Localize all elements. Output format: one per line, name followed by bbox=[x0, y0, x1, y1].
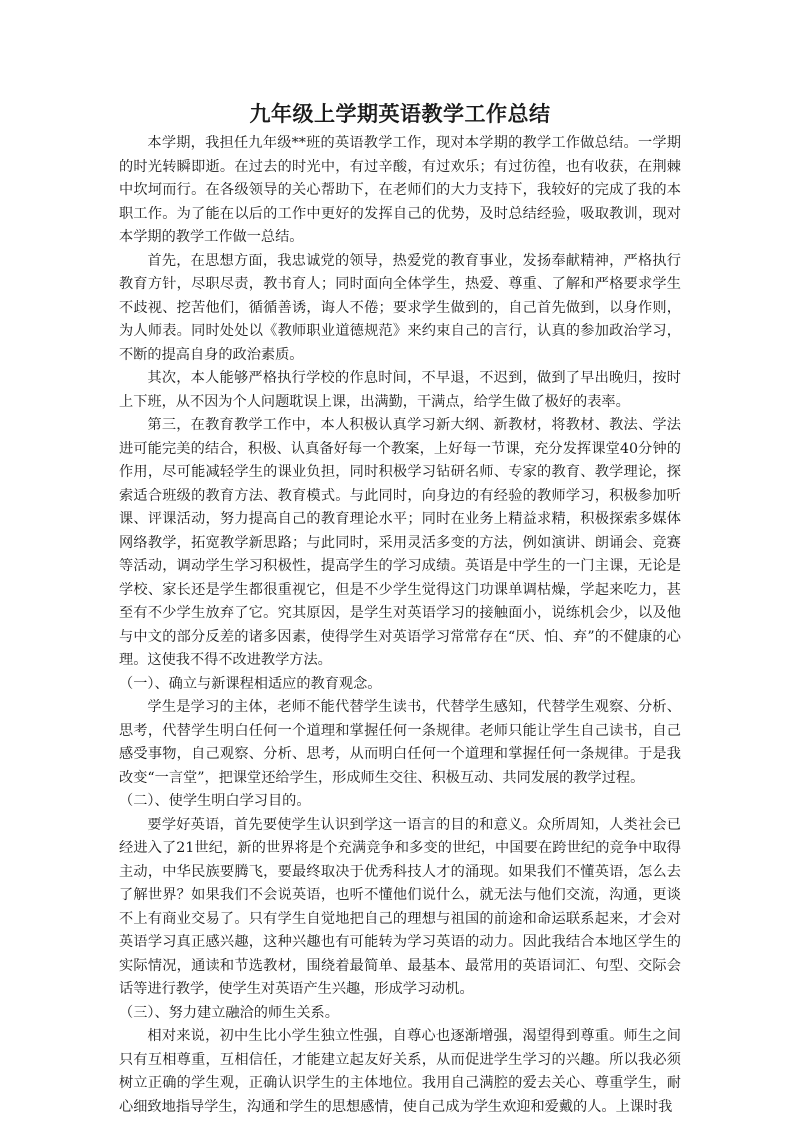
section-heading-3: （三）、努力建立融洽的师生关系。 bbox=[119, 1004, 339, 1021]
paragraph-section-1: 学生是学习的主体，老师不能代替学生读书，代替学生感知，代替学生观察、分析、思考，代替学生明白任何一个道理和掌握任何一条规律。老师只能让学生自己读书，自己感受事物，自己观察、分析、思考，从而明白任何一个道理和掌握任何一条规律。于是我改变“一言堂”，把课堂还给学生，形成师生交往、积极互动、共同发展的教学过程。 bbox=[119, 699, 681, 786]
document-title: 九年级上学期英语教学工作总结 bbox=[249, 102, 551, 126]
section-heading-2: （二）、使学生明白学习目的。 bbox=[119, 793, 311, 809]
paragraph-intro: 本学期，我担任九年级**班的英语教学工作，现对本学期的教学工作做总结。一学期的时光转瞬即逝。在过去的时光中，有过辛酸，有过欢乐；有过彷徨，也有收获，在荆棘中坎坷而行。在各级领导的关心帮助下，在老师们的大力支持下，我较好的完成了我的本职工作。为了能在以后的工作中更好的发挥自己的优势，及时总结经验，吸取教训，现对本学期的教学工作做一总结。 bbox=[119, 135, 681, 245]
paragraph-section-3: 相对来说，初中生比小学生独立性强，自尊心也逐渐增强，渴望得到尊重。师生之间只有互相尊重，互相信任，才能建立起友好关系，从而促进学生学习的兴趣。所以我必须树立正确的学生观，正确认识学生的主体地位。我用自己满腔的爱去关心、尊重学生，耐心细致地指导学生，沟通和学生的思想感情，使自己成为学生欢迎和爱戴的人。上课时我 bbox=[119, 1028, 681, 1115]
paragraph-section-2: 要学好英语，首先要使学生认识到学这一语言的目的和意义。众所周知，人类社会已经进入了21世纪，新的世界将是个充满竞争和多变的世纪，中国要在跨世纪的竞争中取得主动，中华民族要腾飞，要最终取决于优秀科技人才的涌现。如果我们不懂英语，怎么去了解世界？如果我们不会说英语，也听不懂他们说什么，就无法与他们交流，沟通，更谈不上有商业交易了。只有学生自觉地把自己的理想与祖国的前途和命运联系起来，才会对英语学习真正感兴趣，这种兴趣也有可能转为学习英语的动力。因此我结合本地区学生的实际情况，通读和节选教材，围绕着最简单、最基本、最常用的英语词汇、句型、交际会话等进行教学，使学生对英语产生兴趣，形成学习动机。 bbox=[119, 816, 681, 997]
paragraph-discipline: 其次，本人能够严格执行学校的作息时间，不早退，不迟到，做到了早出晚归，按时上下班，从不因为个人问题耽误上课，出满勤，干满点，给学生做了极好的表率。 bbox=[119, 370, 681, 410]
paragraph-teaching: 第三，在教育教学工作中，本人积极认真学习新大纲、新教材，将教材、教法、学法进可能完美的结合，积极、认真备好每一个教案，上好每一节课，充分发挥课堂40分钟的作用，尽可能减轻学生的课业负担，同时积极学习钻研名师、专家的教育、教学理论，探索适合班级的教育方法、教育模式。与此同时，向身边的有经验的教师学习，积极参加听课、评课活动，努力提高自己的教育理论水平；同时在业务上精益求精，积极探索多媒体网络教学，拓宽教学新思路；与此同时，采用灵活多变的方法，例如演讲、朗诵会、竞赛等活动，调动学生学习积极性，提高学生的学习成绩。英语是中学生的一门主课，无论是学校、家长还是学生都很重视它，但是不少学生觉得这门功课单调枯燥，学起来吃力，甚至有不少学生放弃了它。究其原因，是学生对英语学习的接触面小，说练机会少，以及他与中文的部分反差的诸多因素，使得学生对英语学习常常存在“厌、怕、弃”的不健康的心理。这使我不得不改进教学方法。 bbox=[119, 417, 681, 668]
section-heading-1: （一）、确立与新课程相适应的教育观念。 bbox=[119, 675, 382, 692]
paragraph-ideology: 首先，在思想方面，我忠诚党的领导，热爱党的教育事业，发扬奉献精神，严格执行教育方针，尽职尽责，教书育人；同时面向全体学生，热爱、尊重、了解和严格要求学生不歧视、挖苦他们，循循善诱，诲人不倦；要求学生做到的，自己首先做到，以身作则，为人师表。同时处处以《教师职业道德规范》来约束自己的言行，认真的参加政治学习，不断的提高自身的政治素质。 bbox=[119, 252, 681, 363]
document-page bbox=[119, 100, 681, 1119]
